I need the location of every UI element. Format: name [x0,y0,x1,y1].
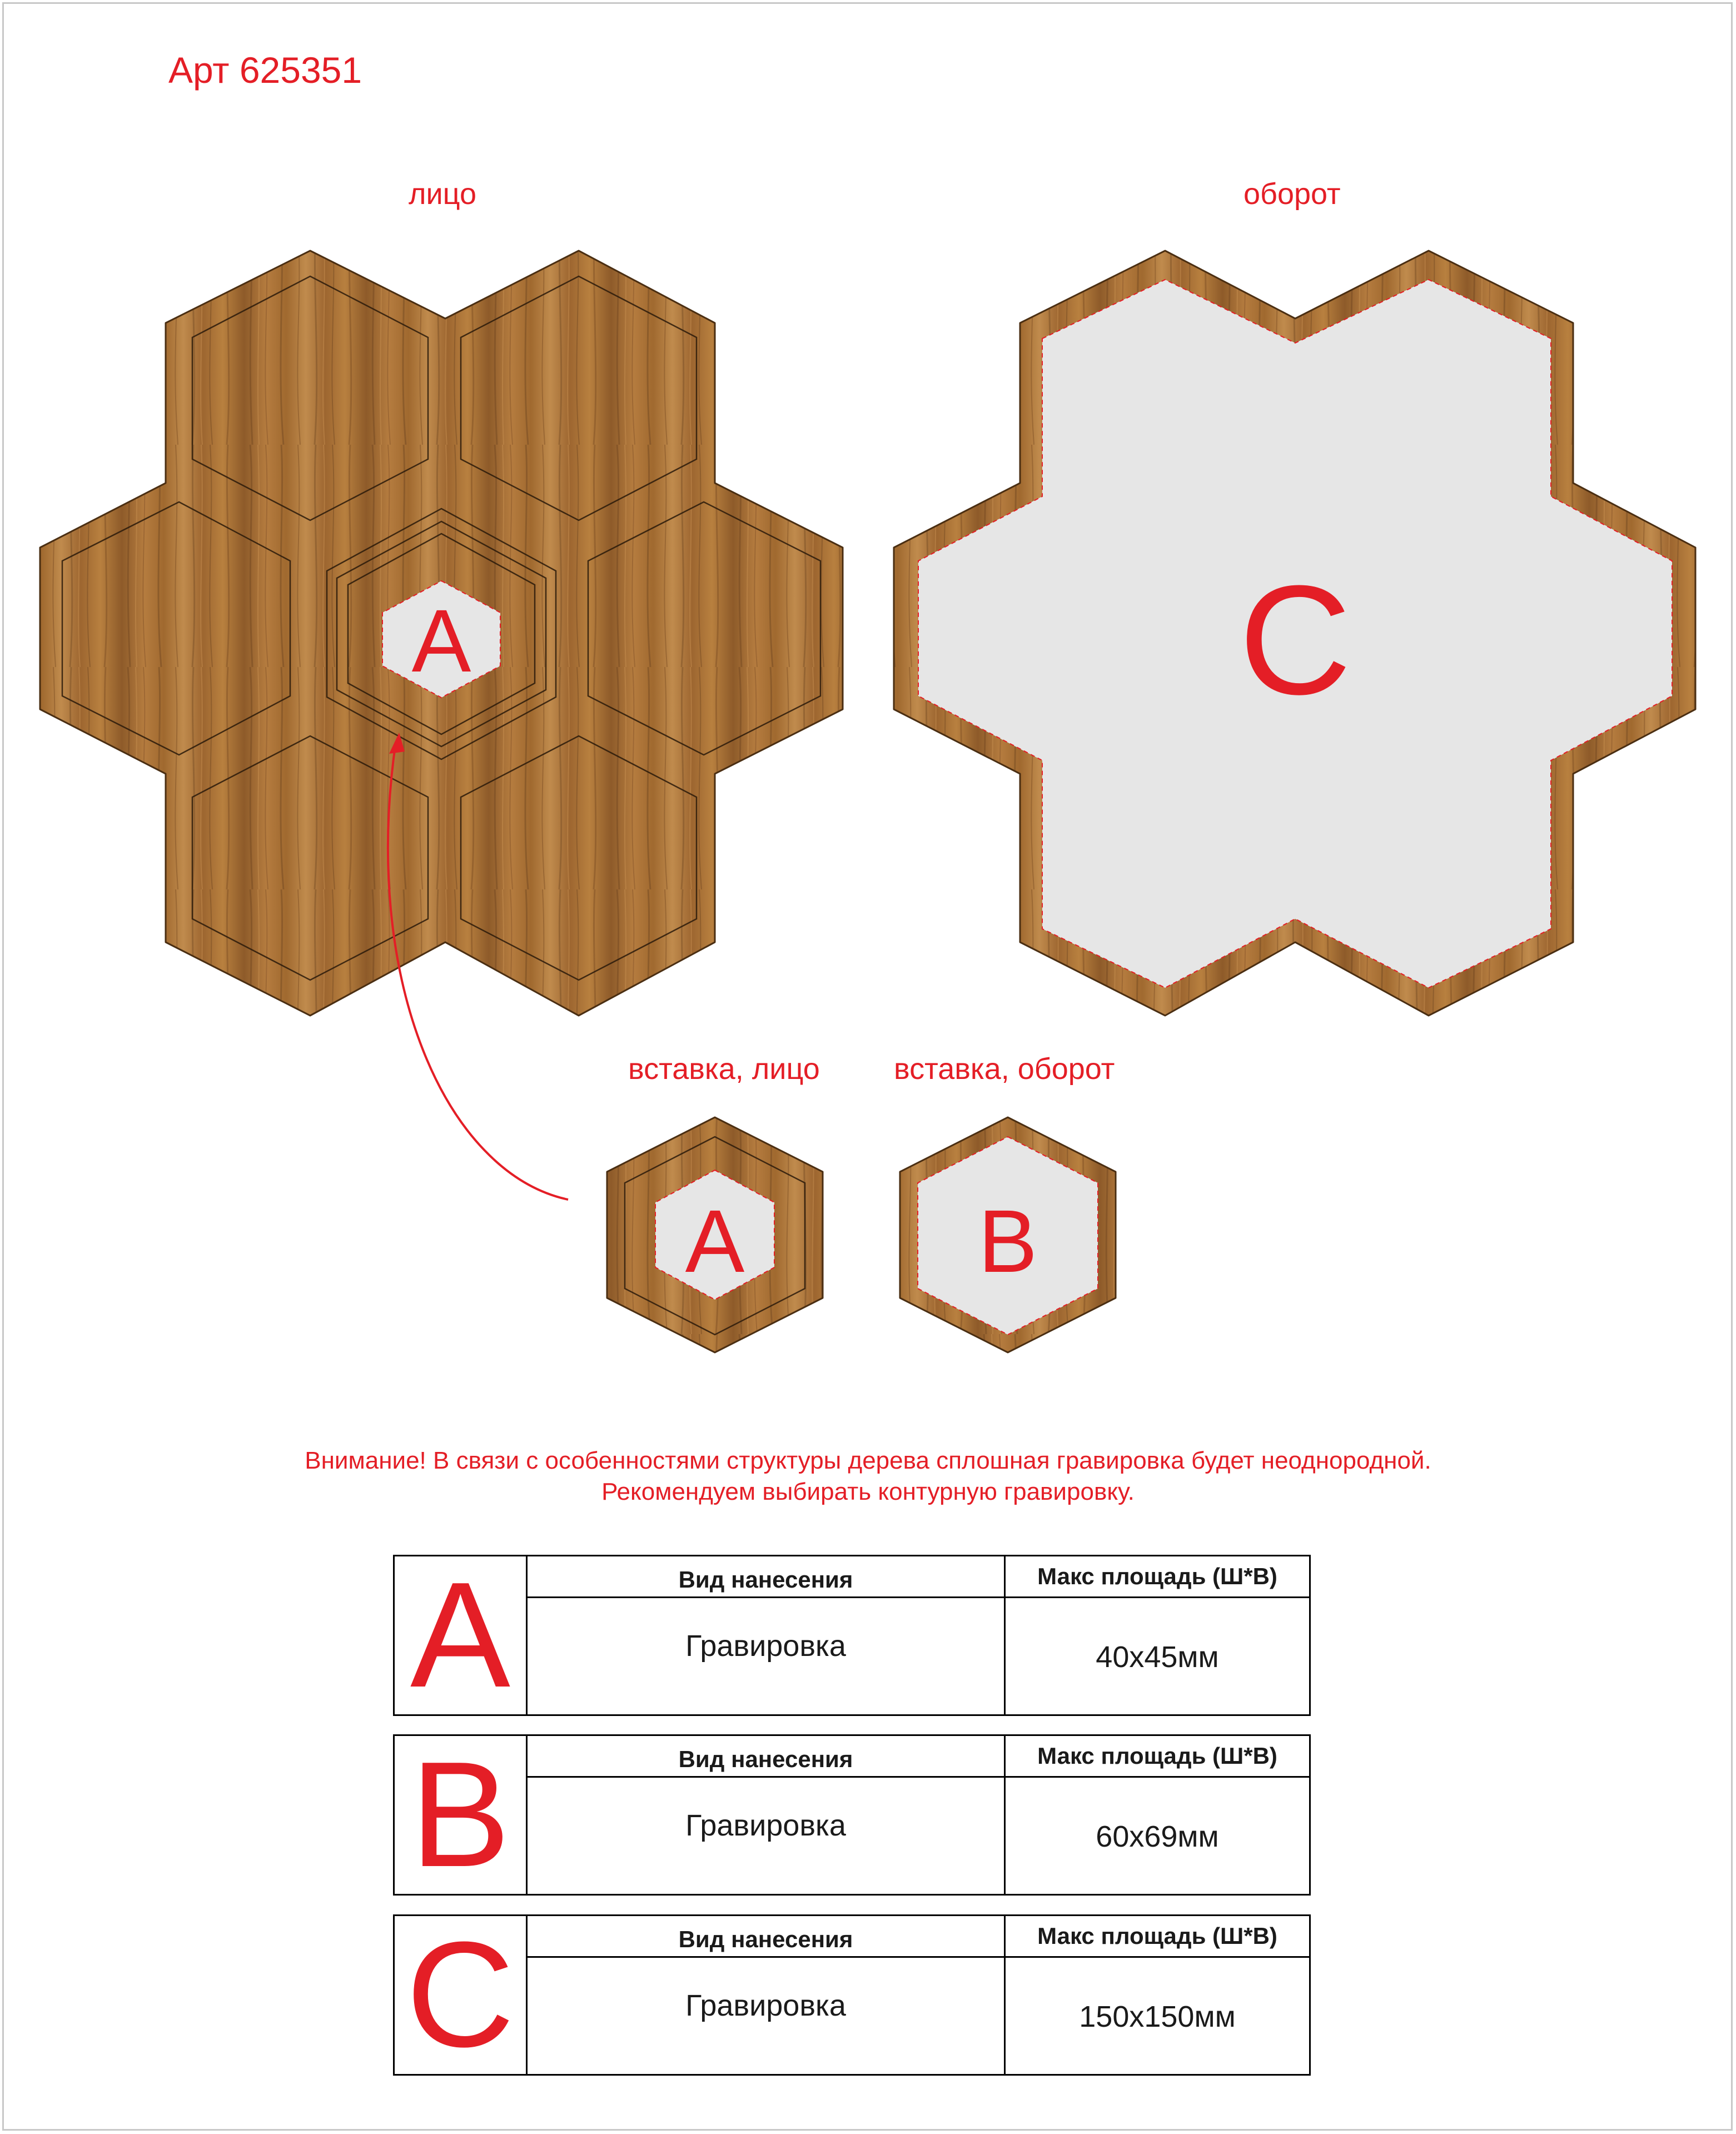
spec-grid [528,1914,1311,2076]
insert-back [900,1117,1116,1352]
method-value: Гравировка [528,1958,1006,2076]
spec-grid [528,1734,1311,1896]
spec-letter: B [393,1734,528,1896]
method-value: Гравировка [528,1598,1006,1716]
zone-b-letter: B [978,1191,1038,1291]
warning-line-1: Внимание! В связи с особенностями структуры дерева сплошная гравировка будет неоднородной. [305,1447,1431,1474]
insert-face [607,1117,823,1352]
back-view-label: оборот [1243,177,1341,211]
spec-table-a [393,1551,1311,1719]
zone-c-letter: C [1238,554,1352,727]
method-header: Вид нанесения [528,1736,1006,1778]
front-panel [40,251,843,1016]
method-value: Гравировка [528,1778,1006,1896]
insert-face-label: вставка, лицо [628,1052,820,1086]
spec-grid [528,1555,1311,1716]
spec-letter: A [393,1555,528,1716]
warning-notice [0,1445,1736,1508]
area-value: 150x150мм [1079,2000,1236,2033]
area-header: Макс площадь (Ш*В) [1006,1736,1309,1778]
back-panel [894,251,1695,1016]
method-header: Вид нанесения [528,1916,1006,1958]
zone-a-insert-letter: A [685,1191,745,1291]
spec-table-c [393,1911,1311,2078]
area-header: Макс площадь (Ш*В) [1006,1556,1309,1598]
warning-line-2: Рекомендуем выбирать контурную гравировку. [601,1478,1135,1505]
zone-a-face-letter: A [411,591,471,690]
spec-table-b [393,1731,1311,1898]
area-value: 40x45мм [1096,1640,1219,1674]
face-view-label: лицо [409,177,477,211]
method-header: Вид нанесения [528,1556,1006,1598]
area-value: 60x69мм [1096,1820,1219,1853]
article-number: Арт 625351 [168,49,362,91]
area-header: Макс площадь (Ш*В) [1006,1916,1309,1958]
insert-back-label: вставка, оборот [894,1052,1115,1086]
spec-letter: C [393,1914,528,2076]
